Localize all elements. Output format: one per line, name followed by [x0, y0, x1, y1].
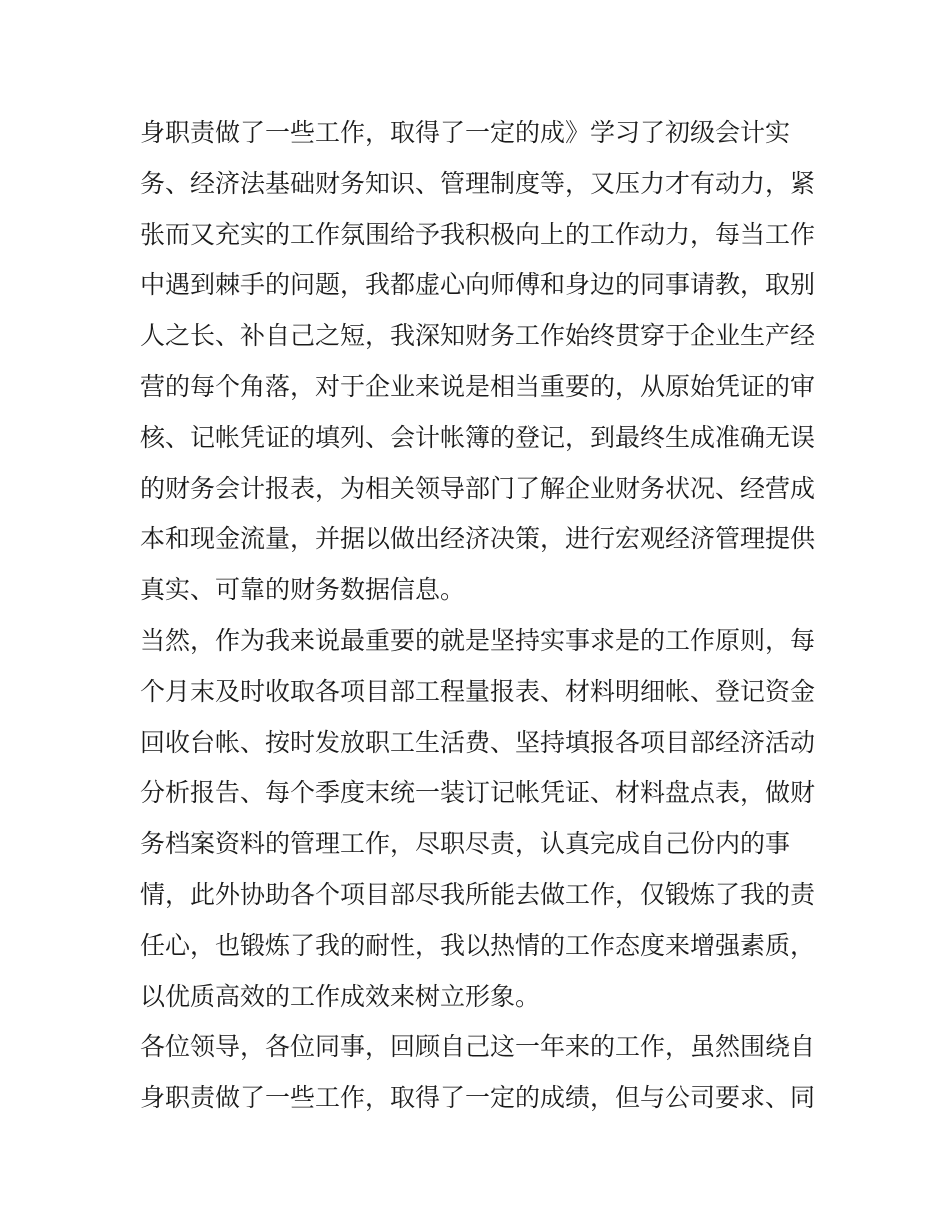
text-line: 张而又充实的工作氛围给予我积极向上的工作动力，每当工作: [140, 219, 816, 249]
text-line: 务、经济法基础财务知识、管理制度等，又压力才有动力，紧: [140, 168, 816, 198]
text-line: 的财务会计报表，为相关领导部门了解企业财务状况、经营成: [140, 473, 816, 503]
text-line: 人之长、补自己之短，我深知财务工作始终贯穿于企业生产经: [140, 321, 816, 351]
text-line: 个月末及时收取各项目部工程量报表、材料明细帐、登记资金: [140, 676, 816, 706]
text-line: 真实、可靠的财务数据信息。: [140, 575, 466, 605]
text-line: 身职责做了一些工作，取得了一定的成》学习了初级会计实: [140, 118, 791, 147]
text-line: 各位领导，各位同事，回顾自己这一年来的工作，虽然围绕自: [140, 1032, 816, 1062]
text-line: 以优质高效的工作成效来树立形象。: [140, 981, 541, 1011]
document-body: [140, 108, 840, 1124]
text-line: 营的每个角落，对于企业来说是相当重要的，从原始凭证的审: [140, 371, 816, 401]
text-line: 情，此外协助各个项目部尽我所能去做工作，仅锻炼了我的责: [140, 879, 816, 909]
text-line: 核、记帐凭证的填列、会计帐簿的登记，到最终生成准确无误: [140, 422, 816, 452]
text-line: 务档案资料的管理工作，尽职尽责，认真完成自己份内的事: [140, 829, 791, 859]
text-line: 本和现金流量，并据以做出经济决策，进行宏观经济管理提供: [140, 524, 816, 554]
text-line: 当然，作为我来说最重要的就是坚持实事求是的工作原则，每: [140, 625, 816, 655]
text-line: 分析报告、每个季度末统一装订记帐凭证、材料盘点表，做财: [140, 778, 816, 808]
text-line: 回收台帐、按时发放职工生活费、坚持填报各项目部经济活动: [140, 727, 816, 757]
text-line: 任心，也锻炼了我的耐性，我以热情的工作态度来增强素质，: [140, 930, 816, 960]
text-line: 中遇到棘手的问题，我都虚心向师傅和身边的同事请教，取别: [140, 270, 816, 300]
text-line: 身职责做了一些工作，取得了一定的成绩，但与公司要求、同: [140, 1083, 816, 1113]
